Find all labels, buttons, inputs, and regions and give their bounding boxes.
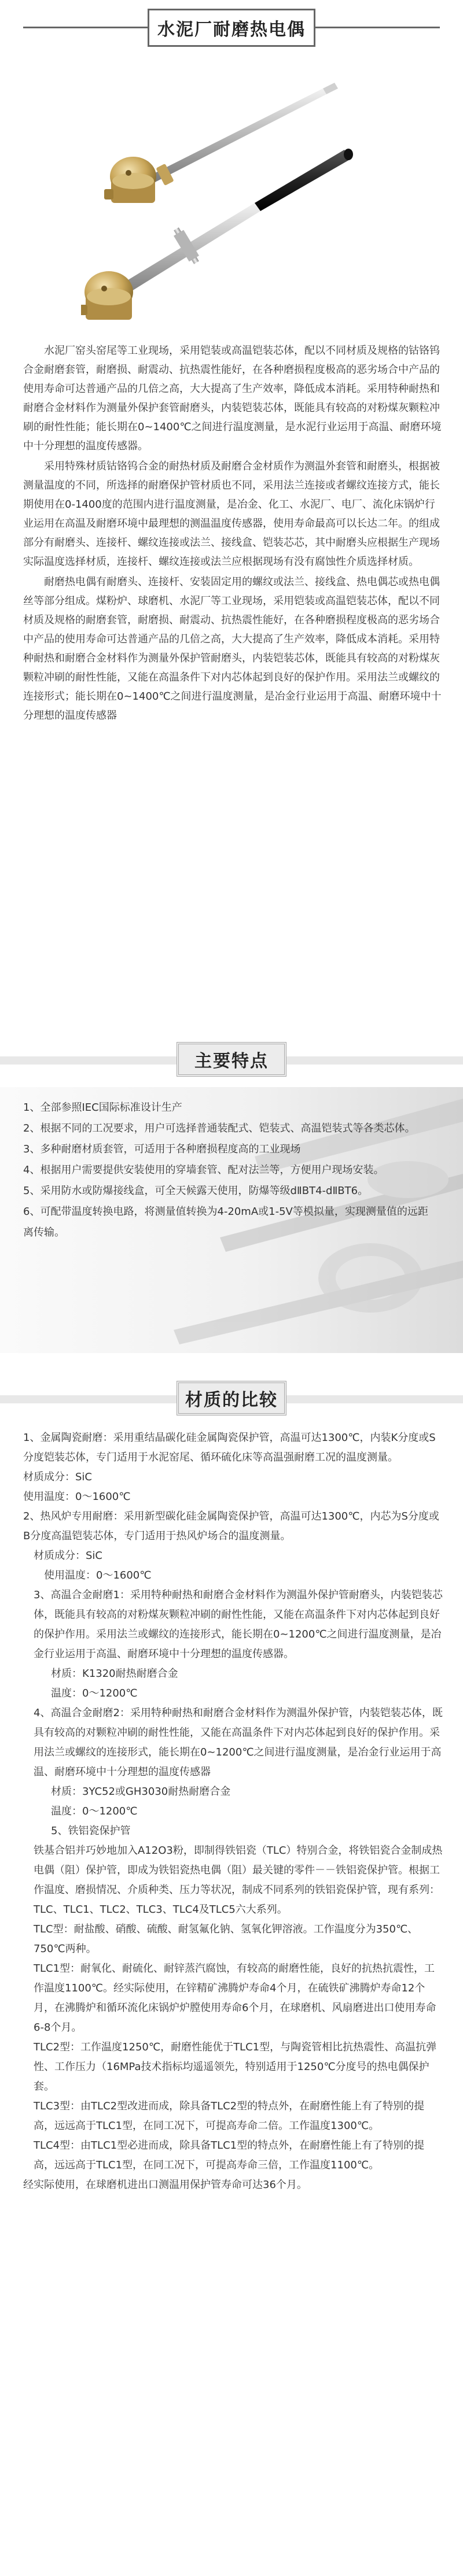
materials-section-header (0, 1375, 463, 1421)
material-item: TLC型：耐盐酸、硝酸、硫酸、耐氢氟化钠、氢氧化钾溶液。工作温度分为350℃、750℃两种。 (34, 1923, 418, 1955)
material-item: TLC3型：由TLC2型改进而成，除具备TLC2型的特点外，在耐磨性能上有了特别的提高，远远高于TLC1型，在同工况下，可提高寿命二倍。工作温度1300℃。 (34, 2100, 425, 2132)
materials-list (23, 1428, 443, 2195)
intro-text (23, 341, 443, 726)
intro-paragraph-1: 水泥厂窑头窑尾等工业现场，采用铠装或高温铠装芯体，配以不同材质及规格的钴铬钨合金耐磨套管，耐磨损、耐震动、抗热震性能好，在各种磨损程度极高的恶劣场合中产品的使用寿命可达普通产品的几倍之高，大大提高了生产效率，降低成本消耗。采用特种耐热和耐磨合金材料作为测量外保护套管耐磨头，内装铠装芯体，既能具有较高的对粉煤灰颗粒冲刷的耐性性能；能长期在0~1400℃之间进行温度测量，是水泥行业运用于高温、耐磨环境中十分理想的温度传感器。 (23, 345, 442, 452)
intro-paragraph-2: 采用特殊材质钴铬钨合金的耐热材质及耐磨合金材质作为测温外套管和耐磨头，根据被测量温度的不同，所选择的耐磨保护管材质也不同，采用法兰连接或者螺纹连接方式，能长期使用在0-1400度的范围内进行温度测量，是冶金、化工、水泥厂、电厂、流化床锅炉行业运用在高温及耐磨环境中最理想的测温温度传感器，使用寿命最高可以长达二年。的组成部分有耐磨头、连接杆、螺纹连接或法兰、接线盒、铠装芯芯，其中耐磨头应根据生产现场实际温度选择材质，连接杆、螺纹连接或法兰应根据现场有没有腐蚀性介质选择材质。 (23, 460, 440, 568)
feature-item: 5、采用防水或防爆接线盒，可全天候露天使用，防爆等级dⅡBT4-dⅡBT6。 (23, 1185, 369, 1197)
material-item: 3、高温合金耐磨1：采用特种耐热和耐磨合金材料作为测温外保护管耐磨头，内装铠装芯体，既能具有较高的对粉煤灰颗粒冲刷的耐性性能，又能在高温条件下对内芯体起到良好的保护作用。采用法兰或螺纹的连接形式，能长期在0~1200℃之间进行温度测量，是冶金行业运用于高温、耐磨环境中十分理想的温度传感器。 (34, 1589, 443, 1660)
material-item: 铁基合铝并巧妙地加入A12O3粉，即制得铁铝瓷（TLC）特别合金，将铁铝瓷合金制成热电偶（阻）保护管，即成为铁铝瓷热电偶（阻）最关键的零件－－铁铝瓷保护管。根据工作温度、磨损情况、介质种类、压力等状况，制成不同系列的铁铝瓷保护管，现有系列：TLC、TLC1、TLC2、TLC3、TLC4及TLC5六大系列。 (34, 1845, 443, 1916)
material-item: 材质：K1320耐热耐磨合金 (51, 1668, 178, 1680)
material-item: 1、金属陶瓷耐磨：采用重结晶碳化硅金属陶瓷保护管，高温可达1300℃，内装K分度或S分度铠装芯体，专门适用于水泥窑尾、循环硫化床等高温强耐磨工况的温度测量。 (23, 1432, 436, 1463)
title-rule-right (315, 27, 440, 28)
feature-item: 6、可配带温度转换电路，将测量值转换为4-20mA或1-5V等模拟量，实现测量值的远距离传输。 (23, 1206, 428, 1239)
title-banner (0, 0, 463, 55)
feature-item: 3、多种耐磨材质套管，可适用于各种磨损程度高的工业现场 (23, 1143, 301, 1155)
material-item: 温度：0～1200℃ (51, 1805, 138, 1817)
materials-heading: 材质的比较 (185, 1390, 278, 1410)
materials-header-box (177, 1381, 286, 1415)
material-item: 经实际使用，在球磨机进出口测温用保护管寿命可达36个月。 (23, 2179, 307, 2191)
title-rule-left (23, 27, 148, 28)
material-item: 5、铁铝瓷保护管 (51, 1825, 131, 1837)
material-item: 温度：0～1200℃ (51, 1687, 138, 1699)
product-photo (81, 72, 382, 335)
material-item: 使用温度：0～1600℃ (44, 1569, 152, 1581)
material-item: 材质成分：SiC (34, 1550, 102, 1562)
features-list (23, 1097, 437, 1243)
material-item: 材质：3YC52或GH3030耐热耐磨合金 (51, 1786, 231, 1798)
feature-item: 2、根据不同的工况要求，用户可选择普通装配式、铠装式、高温铠装式等各类芯体。 (23, 1122, 416, 1134)
material-item: 2、热风炉专用耐磨：采用新型碳化硅金属陶瓷保护管，高温可达1300℃，内芯为S分度或B分度高温铠装芯体，专门适用于热风炉场合的温度测量。 (23, 1510, 439, 1542)
features-header-box (177, 1042, 286, 1077)
title-box (148, 9, 315, 47)
feature-item: 1、全部参照IEC国际标准设计生产 (23, 1102, 182, 1114)
material-item: 材质成分：SiC (23, 1471, 92, 1483)
material-item: 4、高温合金耐磨2：采用特种耐热和耐磨合金材料作为测温外保护管，内装铠装芯体，既具有较高的对颗粒冲刷的耐性性能，又能在高温条件下对内芯体起到良好的保护作用。采用法兰或螺纹的连接形式，能长期在0~1200℃之间进行温度测量，是冶金行业运用于高温、耐磨环境中十分理想的温度传感器 (34, 1707, 443, 1778)
features-section-header (0, 1036, 463, 1082)
feature-item: 4、根据用户需要提供安装使用的穿墙套管、配对法兰等，方便用户现场安装。 (23, 1164, 384, 1176)
material-item: TLC1型：耐氧化、耐硫化、耐锌蒸汽腐蚀，有较高的耐磨性能，良好的抗热抗震性，工作温度1100℃。经实际使用，在锌精矿沸腾炉寿命4个月，在硫铁矿沸腾炉寿命12个月，在沸腾炉和循环流化床锅炉炉膛使用寿命6个月，在球磨机、风扇磨进出口使用寿命6-8个月。 (34, 1963, 436, 2034)
material-item: TLC4型：由TLC1型必进而成，除具备TLC1型的特点外，在耐磨性能上有了特别的提高，远远高于TLC1型，在同工况下，可提高寿命三倍，工作温度1100℃。 (34, 2139, 425, 2171)
material-item: 使用温度：0～1600℃ (23, 1491, 131, 1503)
features-heading: 主要特点 (194, 1051, 269, 1071)
material-item: TLC2型：工作温度1250℃，耐磨性能优于TLC1型，与陶瓷管相比抗热震性、高温抗弹性、工作压力（16MPa技术指标均遥遥领先，特别适用于1250℃分度号的热电偶保护套。 (34, 2041, 437, 2093)
intro-paragraph-3: 耐磨热电偶有耐磨头、连接杆、安装固定用的螺纹或法兰、接线盒、热电偶芯或热电偶丝等部分组成。煤粉炉、球磨机、水泥厂等工业现场，采用铠装或高温铠装芯体，配以不同材质及规格的耐磨套管，耐磨损、耐震动、抗热震性能好，在各种磨损程度极高的恶劣场合中产品的使用寿命可达普通产品的几倍之高，大大提高了生产效率，降低成本消耗。采用特种耐热和耐磨合金材料作为测量外保护管耐磨头，内装铠装芯体，既能具有较高的对粉煤灰颗粒冲刷的耐性性能，又能在高温条件下对内芯体起到良好的保护作用。采用法兰或螺纹的连接形式；能长期在0~1400℃之间进行温度测量，是冶金行业运用于高温、耐磨环境中十分理想的温度传感器 (23, 576, 442, 722)
page-title: 水泥厂耐磨热电偶 (157, 20, 306, 40)
